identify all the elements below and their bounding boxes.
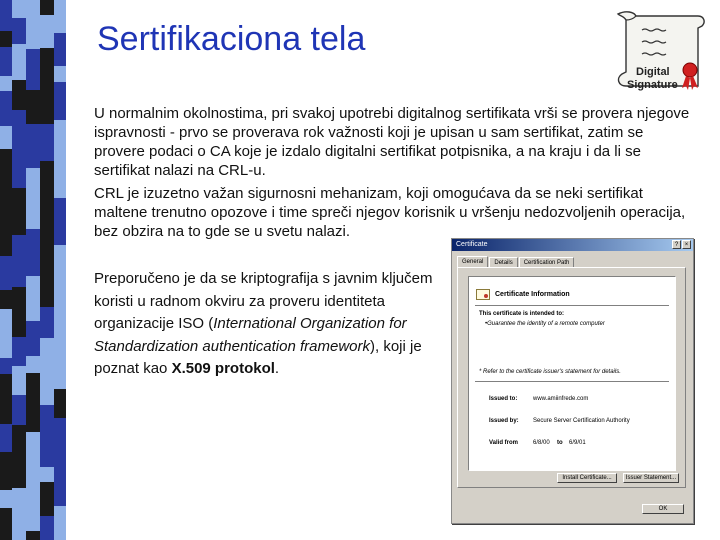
valid-from-label: Valid from bbox=[489, 440, 519, 446]
stripe-block bbox=[12, 188, 26, 205]
stripe-block bbox=[12, 287, 26, 337]
stripe-block bbox=[54, 506, 66, 540]
certificate-icon bbox=[476, 289, 490, 300]
stripe-block bbox=[40, 15, 54, 48]
stripe-block bbox=[40, 445, 54, 467]
dialog-titlebar bbox=[452, 239, 693, 251]
issuer-statement-button[interactable]: Issuer Statement... bbox=[623, 473, 679, 483]
stripe-block bbox=[54, 33, 66, 66]
stripe-block bbox=[26, 291, 40, 321]
stripe-block bbox=[26, 472, 40, 510]
stripe-block bbox=[40, 307, 54, 338]
stripe-block bbox=[0, 126, 12, 149]
stripe-block bbox=[40, 124, 54, 147]
stripe-block bbox=[40, 467, 54, 482]
stripe-block bbox=[0, 76, 12, 91]
stripe-block bbox=[26, 124, 40, 148]
stripe-block bbox=[0, 309, 12, 358]
paragraph-x509-italic: International Organization for Standardization authentication framework bbox=[94, 315, 407, 355]
logo-text-signature: Signature bbox=[627, 79, 678, 91]
stripe-block bbox=[0, 490, 12, 508]
stripe-block bbox=[12, 425, 26, 447]
stripe-block bbox=[40, 93, 54, 124]
stripe-block bbox=[0, 256, 12, 290]
stripe-block bbox=[26, 510, 40, 531]
stripe-block bbox=[12, 80, 26, 110]
stripe-block bbox=[40, 516, 54, 529]
stripe-block bbox=[0, 47, 12, 76]
tab-certification-path[interactable]: Certification Path bbox=[519, 257, 575, 268]
intended-item: •Guarantee the identity of a remote computer bbox=[485, 321, 605, 327]
stripe-block bbox=[26, 207, 40, 229]
stripe-block bbox=[40, 497, 54, 516]
valid-to-label: to bbox=[557, 440, 563, 446]
stripe-block bbox=[26, 168, 40, 207]
stripe-block bbox=[54, 66, 66, 82]
stripe-block bbox=[26, 531, 40, 540]
valid-from-value: 6/8/00 bbox=[533, 440, 550, 446]
stripe-block bbox=[54, 245, 66, 276]
help-button[interactable]: ? bbox=[672, 240, 681, 249]
slide-title: Sertifikaciona tela bbox=[97, 20, 366, 58]
paragraph-validity-check: U normalnim okolnostima, pri svakoj upotrebi digitalnog sertifikata vrši se provera njegove ispravnosti - prvo se proverava rok važnosti koji je upisan u sam sertifikat, zatim se provere podaci o CA koje je izdalo digitalni sertifikat potpisnika, a na kraju i da li se sertifikat nalazi na CRL-u. bbox=[94, 105, 690, 179]
stripe-block bbox=[0, 424, 12, 452]
stripe-block bbox=[26, 420, 40, 432]
issued-to-label: Issued to: bbox=[489, 396, 518, 402]
stripe-block bbox=[54, 276, 66, 319]
dialog-title: Certificate bbox=[456, 241, 488, 248]
certificate-info-box bbox=[468, 276, 676, 471]
stripe-block bbox=[40, 48, 54, 93]
stripe-block bbox=[12, 235, 26, 248]
stripe-block bbox=[0, 91, 12, 126]
stripe-block bbox=[54, 168, 66, 198]
stripe-block bbox=[26, 321, 40, 356]
tab-details[interactable]: Details bbox=[489, 257, 517, 268]
stripe-block bbox=[40, 350, 54, 380]
issued-by-value: Secure Server Certification Authority bbox=[533, 418, 630, 424]
stripe-block bbox=[12, 395, 26, 425]
stripe-block bbox=[12, 59, 26, 80]
valid-to-value: 6/9/01 bbox=[569, 440, 586, 446]
stripe-block bbox=[0, 374, 12, 424]
ok-button[interactable]: OK bbox=[642, 504, 684, 514]
stripe-block bbox=[40, 147, 54, 161]
stripe-block bbox=[54, 352, 66, 389]
paragraph-x509-text: Preporučeno je da se kriptografija s javnim ključem koristi u radnom okviru za proveru identiteta organizacije ISO ( bbox=[94, 270, 433, 332]
stripe-block bbox=[40, 482, 54, 497]
stripe-block bbox=[12, 488, 26, 510]
stripe-block bbox=[26, 148, 40, 168]
issued-to-value: www.amiinfrede.com bbox=[533, 396, 589, 402]
divider bbox=[475, 305, 669, 306]
stripe-block bbox=[40, 0, 54, 15]
stripe-block bbox=[0, 452, 12, 490]
stripe-block bbox=[26, 241, 40, 276]
stripe-block bbox=[0, 508, 12, 537]
stripe-block bbox=[12, 337, 26, 366]
stripe-block bbox=[26, 0, 40, 49]
stripe-block bbox=[12, 205, 26, 235]
stripe-block bbox=[26, 432, 40, 472]
certificate-info-heading: Certificate Information bbox=[495, 291, 570, 298]
stripe-block bbox=[12, 248, 26, 287]
stripe-block bbox=[12, 110, 26, 146]
paragraph-x509 bbox=[94, 268, 439, 381]
stripe-block bbox=[26, 356, 40, 373]
stripe-block bbox=[26, 276, 40, 291]
stripe-block bbox=[12, 366, 26, 395]
intended-heading: This certificate is intended to: bbox=[479, 311, 565, 317]
stripe-block bbox=[0, 31, 12, 47]
paragraph-crl: CRL je izuzetno važan sigurnosni mehanizam, koji omogućava da se neki sertifikat maltene trenutno opozove i time spreči njegov korisnik u vršenju nedozvoljenih operacija, bez obzira na to gde se u svetu nalazi. bbox=[94, 185, 686, 240]
stripe-block bbox=[40, 529, 54, 540]
decorative-stripe-bar bbox=[0, 0, 80, 540]
stripe-block bbox=[40, 243, 54, 279]
stripe-block bbox=[12, 18, 26, 44]
stripe-block bbox=[54, 0, 66, 33]
stripe-block bbox=[54, 120, 66, 168]
stripe-block bbox=[54, 418, 66, 468]
stripe-block bbox=[0, 187, 12, 218]
paragraph-x509-end: . bbox=[274, 360, 280, 377]
stripe-block bbox=[0, 149, 12, 187]
issuer-note: * Refer to the certificate issuer's statement for details. bbox=[479, 369, 621, 375]
close-button[interactable]: × bbox=[682, 240, 691, 249]
stripe-block bbox=[12, 146, 26, 188]
stripe-block bbox=[54, 198, 66, 245]
stripe-block bbox=[40, 182, 54, 225]
stripe-block bbox=[0, 218, 12, 256]
issued-by-label: Issued by: bbox=[489, 418, 519, 424]
paragraph-x509-text-2: ), koji je poznat kao bbox=[94, 337, 422, 377]
stripe-block bbox=[40, 338, 54, 350]
stripe-block bbox=[54, 82, 66, 120]
stripe-block bbox=[40, 380, 54, 405]
stripe-block bbox=[0, 0, 12, 31]
stripe-block bbox=[12, 447, 26, 488]
stripe-block bbox=[26, 373, 40, 420]
stripe-block bbox=[54, 319, 66, 352]
stripe-block bbox=[40, 161, 54, 182]
install-certificate-button[interactable]: Install Certificate... bbox=[557, 473, 617, 483]
stripe-block bbox=[54, 389, 66, 418]
general-tab-panel bbox=[457, 267, 686, 488]
stripe-block bbox=[26, 229, 40, 241]
stripe-block bbox=[40, 405, 54, 445]
stripe-block bbox=[40, 225, 54, 243]
stripe-block bbox=[12, 510, 26, 540]
stripe-block bbox=[54, 468, 66, 506]
logo-text-digital: Digital bbox=[636, 66, 670, 78]
certificate-dialog bbox=[451, 238, 694, 524]
stripe-block bbox=[0, 358, 12, 374]
stripe-block bbox=[12, 44, 26, 59]
stripe-block bbox=[0, 290, 12, 309]
stripe-block bbox=[26, 49, 40, 90]
divider bbox=[475, 381, 669, 382]
tab-general[interactable]: General bbox=[457, 256, 488, 268]
stripe-block bbox=[26, 90, 40, 124]
stripe-block bbox=[12, 0, 26, 18]
stripe-block bbox=[40, 279, 54, 307]
x509-protocol-term: X.509 protokol bbox=[171, 360, 275, 377]
